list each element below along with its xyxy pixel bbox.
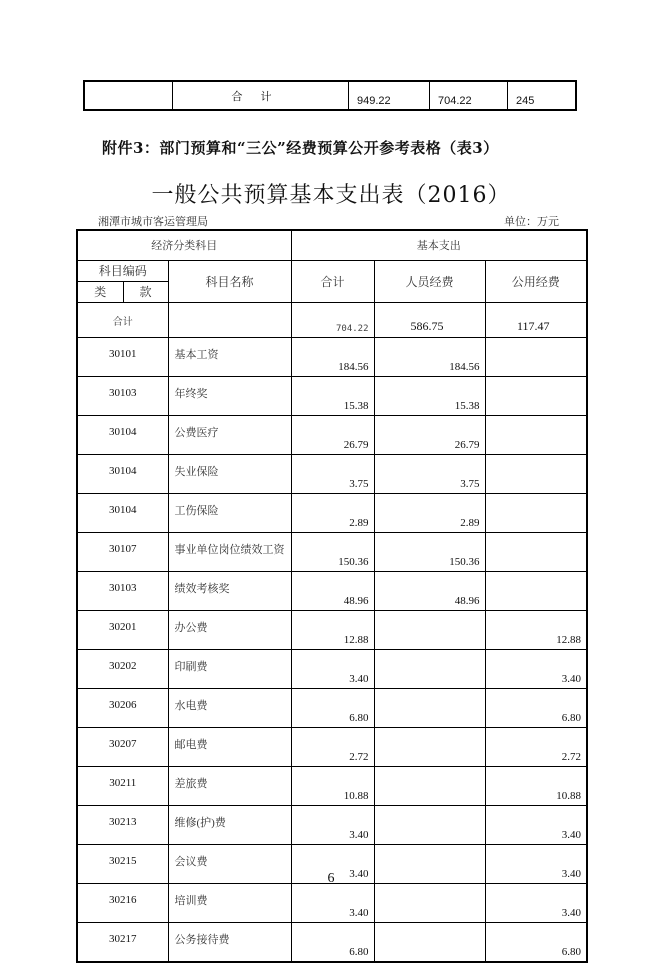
row-code: 30206 (77, 688, 168, 727)
row-total: 3.40 (291, 844, 374, 883)
row-total: 184.56 (291, 337, 374, 376)
table-row (77, 610, 587, 649)
row-personnel: 3.75 (374, 454, 485, 493)
header-subject-name: 科目名称 (168, 260, 291, 302)
header-personnel: 人员经费 (374, 260, 485, 302)
row-code: 30103 (77, 571, 168, 610)
row-personnel: 26.79 (374, 415, 485, 454)
row-total: 150.36 (291, 532, 374, 571)
row-subject-name: 基本工资 (168, 337, 291, 376)
row-public (485, 376, 587, 415)
expenditure-table (76, 229, 588, 963)
row-public (485, 571, 587, 610)
row-total: 2.89 (291, 493, 374, 532)
row-total: 12.88 (291, 610, 374, 649)
organization-name: 湘潭市城市客运管理局 (98, 216, 208, 228)
row-total: 10.88 (291, 766, 374, 805)
row-subject-name: 差旅费 (168, 766, 291, 805)
table-row (77, 688, 587, 727)
total-value-cell: 245 (516, 95, 535, 107)
row-personnel (374, 610, 485, 649)
table-row (77, 337, 587, 376)
table-row (77, 415, 587, 454)
row-subject-name: 工伤保险 (168, 493, 291, 532)
header-public: 公用经费 (485, 260, 587, 302)
row-public: 6.80 (485, 922, 587, 962)
header-total: 合计 (291, 260, 374, 302)
table-row (77, 922, 587, 962)
total-row-personnel: 586.75 (374, 302, 485, 337)
row-code: 30211 (77, 766, 168, 805)
table-row (77, 571, 587, 610)
row-total: 15.38 (291, 376, 374, 415)
row-subject-name: 维修(护)费 (168, 805, 291, 844)
row-code: 30103 (77, 376, 168, 415)
row-personnel (374, 649, 485, 688)
row-code: 30104 (77, 454, 168, 493)
row-subject-name: 培训费 (168, 883, 291, 922)
row-public (485, 532, 587, 571)
row-personnel (374, 883, 485, 922)
row-code: 30202 (77, 649, 168, 688)
row-public: 3.40 (485, 649, 587, 688)
row-public (485, 454, 587, 493)
row-total: 26.79 (291, 415, 374, 454)
row-code: 30215 (77, 844, 168, 883)
row-total: 6.80 (291, 688, 374, 727)
row-code: 30217 (77, 922, 168, 962)
row-subject-name: 事业单位岗位绩效工资 (168, 532, 291, 571)
row-subject-name: 公费医疗 (168, 415, 291, 454)
row-public (485, 493, 587, 532)
row-personnel (374, 922, 485, 962)
row-public: 12.88 (485, 610, 587, 649)
row-total: 3.40 (291, 883, 374, 922)
row-code: 30107 (77, 532, 168, 571)
total-value-cell: 704.22 (430, 82, 508, 109)
row-public: 3.40 (485, 844, 587, 883)
table-row (77, 493, 587, 532)
row-personnel (374, 688, 485, 727)
header-basic-expenditure: 基本支出 (291, 230, 587, 260)
table-row (77, 805, 587, 844)
header-subject-code: 科目编码 (77, 260, 168, 281)
row-subject-name: 年终奖 (168, 376, 291, 415)
row-code: 30201 (77, 610, 168, 649)
row-subject-name: 会议费 (168, 844, 291, 883)
row-subject-name: 印刷费 (168, 649, 291, 688)
row-public: 10.88 (485, 766, 587, 805)
header-kuan: 款 (123, 281, 168, 302)
row-public (485, 415, 587, 454)
attachment-heading: 附件3：部门预算和“三公”经费预算公开参考表格（表3） (102, 139, 499, 157)
table-row (77, 532, 587, 571)
row-subject-name: 公务接待费 (168, 922, 291, 962)
page-title: 一般公共预算基本支出表（2016） (151, 183, 511, 208)
row-personnel: 48.96 (374, 571, 485, 610)
row-total: 2.72 (291, 727, 374, 766)
total-row-label: 合计 (77, 302, 168, 337)
table-row (77, 766, 587, 805)
row-public (485, 337, 587, 376)
table-row (77, 454, 587, 493)
row-subject-name: 邮电费 (168, 727, 291, 766)
row-total: 3.40 (291, 649, 374, 688)
row-code: 30213 (77, 805, 168, 844)
row-public: 2.72 (485, 727, 587, 766)
unit-label: 单位：万元 (504, 216, 559, 228)
table-row (77, 883, 587, 922)
row-subject-name: 失业保险 (168, 454, 291, 493)
row-personnel (374, 766, 485, 805)
row-personnel: 2.89 (374, 493, 485, 532)
row-total: 6.80 (291, 922, 374, 962)
row-personnel: 150.36 (374, 532, 485, 571)
row-code: 30104 (77, 493, 168, 532)
total-row-total: 704.22 (291, 302, 374, 337)
row-personnel: 15.38 (374, 376, 485, 415)
row-public: 6.80 (485, 688, 587, 727)
row-code: 30216 (77, 883, 168, 922)
row-personnel (374, 727, 485, 766)
total-value-cell: 949.22 (349, 82, 430, 109)
table-row (77, 376, 587, 415)
row-total: 3.75 (291, 454, 374, 493)
table-row (77, 727, 587, 766)
row-total: 3.40 (291, 805, 374, 844)
empty-cell (85, 82, 173, 109)
row-total: 48.96 (291, 571, 374, 610)
page-number: 6 (327, 871, 335, 886)
row-subject-name: 绩效考核奖 (168, 571, 291, 610)
previous-table-total-row (83, 80, 577, 111)
row-code: 30101 (77, 337, 168, 376)
row-public: 3.40 (485, 883, 587, 922)
total-row (77, 302, 587, 337)
total-label: 合计 (173, 82, 349, 109)
row-code: 30207 (77, 727, 168, 766)
table-row (77, 649, 587, 688)
row-public: 3.40 (485, 805, 587, 844)
row-personnel (374, 805, 485, 844)
row-personnel: 184.56 (374, 337, 485, 376)
total-row-public: 117.47 (485, 302, 587, 337)
empty-cell (168, 302, 291, 337)
header-econ-class: 经济分类科目 (77, 230, 291, 260)
header-lei: 类 (77, 281, 123, 302)
row-subject-name: 水电费 (168, 688, 291, 727)
row-code: 30104 (77, 415, 168, 454)
row-subject-name: 办公费 (168, 610, 291, 649)
